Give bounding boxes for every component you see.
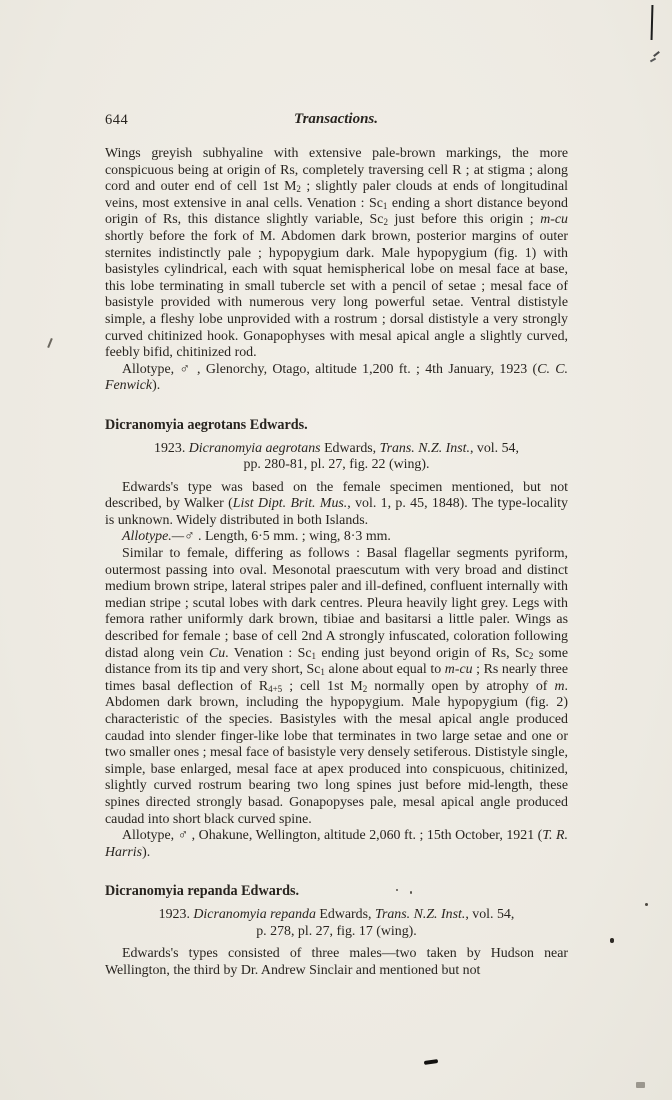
body-paragraph [105,362,568,395]
text-run: ♂ . Length, 6·5 mm. ; wing, 8·3 mm. [184,529,391,545]
text-run: alone about equal to [324,662,445,678]
citation-paragraph [105,907,568,940]
text-run: 2 [362,683,368,694]
body-paragraph [105,546,568,828]
page-header [105,111,567,131]
text-run: ; cell 1st M [282,678,363,694]
running-title: Transactions. [293,111,379,127]
scan-artifact-smudge [636,1082,645,1088]
text-run: some distance from its tip and very short, Sc [105,645,569,678]
text-run: 2 [383,217,388,228]
text-run: , vol. 1, p. 45, 1848). The type-locality is unknown. Widely distributed in both Islands. [105,496,568,528]
text-run: p. 278, pl. 27, fig. 17 (wing). [256,923,417,939]
text-run: Dicranomyia aegrotans [188,440,321,456]
text-run: 1 [382,200,388,211]
text-run: just before this origin ; [387,212,541,228]
scan-artifact-tick [653,51,660,57]
text-run: Allotype, ♂ , Glenorchy, Otago, altitude 1,200 ft. ; 4th January, 1923 ( [122,361,538,377]
text-run: List Dipt. Brit. Mus. [232,496,348,512]
text-run: . Abdomen dark brown, including the hypopygium. Male hypopygium (fig. 2) characteristic of the species. Basistyles with the mesal apical angle produced caudad into slender finger-like lobe that terminates in two large setae and one or two smaller ones ; mesal face of basistyle very densely setiferous. Dististyle single, simple, base enlarged, mesal face at apex produced into conspicuous, chitinized, slightly curved rostrum bearing two long spines just before mid-length, these spines directed strongly basad. Gonapopyses pale, mesal apical angle produced caudad into short black curved spine. [105,678,568,827]
text-column [105,146,568,979]
text-run: 1 [320,667,325,678]
text-run: 1 [311,650,317,661]
text-run: Dicranomyia aegrotans Edwards. [105,416,308,433]
scan-artifact-margin-mark [47,338,53,348]
text-run: Allotype.— [122,529,185,545]
text-run: 2 [296,184,301,195]
page-number: 644 [105,112,129,128]
scan-artifact-bottom-mark [424,1059,438,1065]
scan-artifact-speck [610,938,614,943]
text-run: Allotype, ♂ , Ohakune, Wellington, altitude 2,060 ft. ; 15th October, 1921 ( [122,828,543,844]
body-paragraph [105,946,568,979]
text-run: Dicranomyia repanda [193,906,316,922]
text-run: Similar to female, differing as follows : Basal flagellar segments pyriform, outermost passing into oval. Mesonotal praescutum with very broad and distinct medium brown stripe, lateral stripes paler and ill-defined, confluent internally with median stripe ; scutal lobes with dark centres. Pleura heavily light grey. Legs with femora rather uniformly dark brown, tibiae and basitarsi a little paler. Wings as described for female ; base of cell 2nd A strongly infuscated, coloration following distad along vein [105,546,568,661]
text-run: Edwards's type was based on the female specimen mentioned, but not described, by Walker ( [105,479,568,512]
text-run: pp. 280-81, pl. 27, fig. 22 (wing). [243,457,430,473]
text-run: ending just beyond origin of Rs, Sc [316,645,529,661]
text-run: Edwards's types consisted of three males—two taken by Hudson near Wellington, the third by Dr. Andrew Sinclair and mentioned but not [105,946,568,978]
text-run: shortly before the fork of M. Abdomen dark brown, posterior margins of outer sternites indistinctly pale ; hypopygium dark. Male hypopygium (fig. 1) with basistyles cylindrical, each with squat hemispherical lobe on mesal face at base, this lobe terminating in small tubercle set with a pencil of setae ; mesal face of basistyle provided with numerous very long powerful setae. Ventral dististyle simple, a fleshy lobe unprovided with a rostrum ; dorsal dististyle a very strongly curved chitinized hook. Gonapophyses with mesal apical angle a slightly curved, feebly bifid, chitinized rod. [105,228,568,361]
text-run: T. R. Harris [105,828,568,860]
text-run: 1923. [158,906,194,922]
species-heading [105,417,568,434]
text-run: C. C. Fenwick [105,361,569,394]
text-run: Dicranomyia repanda Edwards. [105,883,300,900]
body-paragraph [105,146,568,362]
text-run: m [554,678,565,694]
text-run: ; slightly paler clouds at ends of longitudinal veins, most extensive in anal cells. Venation : Sc [105,179,568,211]
scan-artifact-tick [650,58,656,63]
scan-artifact-vertical-line [651,5,654,40]
text-run: 2 [528,650,534,661]
text-run: 1923. [154,440,189,456]
text-run: m-cu [444,662,473,678]
text-run: Trans. N.Z. Inst. [379,440,470,456]
text-run: ending a short distance beyond origin of Rs, this distance slightly variable, Sc [105,195,568,228]
text-run: ). [152,378,161,394]
text-run: Edwards, [320,440,380,456]
text-run: ). [142,844,151,860]
body-paragraph [105,480,568,530]
text-run: . Venation : Sc [225,645,312,661]
text-run: , vol. 54, [469,440,519,456]
text-run: m-cu [540,212,568,228]
text-run: , vol. 54, [465,906,515,922]
text-run: ; Rs nearly three times basal deflection of R [105,662,568,694]
text-run: Trans. N.Z. Inst. [374,906,466,922]
text-run: 4+5 [268,683,283,694]
body-paragraph [105,828,568,861]
text-run: normally open by atrophy of [367,678,555,694]
body-paragraph [105,529,568,546]
species-heading [105,883,568,900]
text-run: Cu [208,645,226,661]
citation-paragraph [105,441,568,474]
scan-artifact-speck [645,903,648,906]
text-run: Edwards, [315,906,375,922]
text-run: Wings greyish subhyaline with extensive pale-brown markings, the more conspicuous being at origin of Rs, completely traversing cell R ; at stigma ; along cord and outer end of cell 1st M [105,146,568,195]
